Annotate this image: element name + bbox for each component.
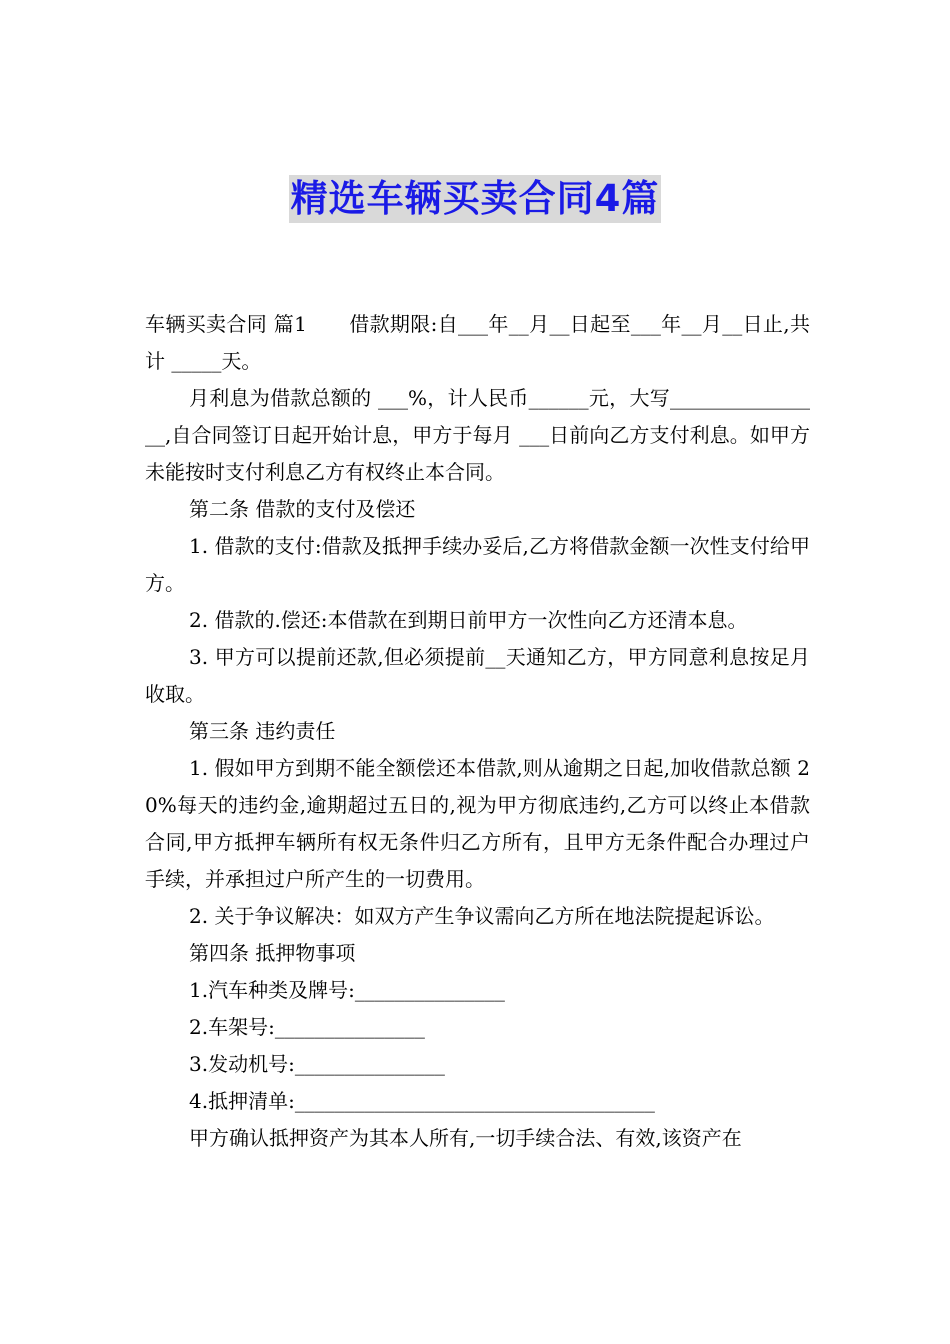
paragraph-4: 1. 借款的支付:借款及抵押手续办妥后,乙方将借款金额一次性支付给甲方。 xyxy=(145,534,810,595)
article-heading-2: 第二条 借款的支付及偿还 xyxy=(189,497,416,521)
document-title: 精选车辆买卖合同4篇 xyxy=(289,175,662,223)
paragraph-15: 甲方确认抵押资产为其本人所有,一切手续合法、有效,该资产在 xyxy=(189,1126,742,1150)
document-body xyxy=(145,306,810,1157)
paragraph-2: 月利息为借款总额的 ___%，计人民币______元，大写________________,自合同签订日起开始计息，甲方于每月 ___日前向乙方支付利息。如甲方未能按时支付利息乙方有权终止本合同。 xyxy=(145,386,810,484)
paragraph-13: 3.发动机号:_______________ xyxy=(189,1052,445,1076)
article-heading-4: 第四条 抵押物事项 xyxy=(189,941,356,965)
paragraph-12: 2.车架号:_______________ xyxy=(189,1015,425,1039)
title-container xyxy=(0,175,950,223)
paragraph-9: 2. 关于争议解决：如双方产生争议需向乙方所在地法院提起诉讼。 xyxy=(189,904,775,928)
paragraph-6: 3. 甲方可以提前还款,但必须提前__天通知乙方，甲方同意利息按足月收取。 xyxy=(145,645,810,706)
section-label: 车辆买卖合同 篇1 xyxy=(145,312,307,336)
paragraph-8: 1. 假如甲方到期不能全额偿还本借款,则从逾期之日起,加收借款总额 20%每天的违约金,逾期超过五日的,视为甲方彻底违约,乙方可以终止本借款合同,甲方抵押车辆所有权无条件归乙方所有，且甲方无条件配合办理过户手续，并承担过户所产生的一切费用。 xyxy=(145,756,810,891)
paragraph-1 xyxy=(145,306,810,380)
article-heading-3: 第三条 违约责任 xyxy=(189,719,336,743)
paragraph-text: 借款期限:自___年__月__日起至___年__月__日止,共计 _____天。 xyxy=(145,312,810,373)
paragraph-14: 4.抵押清单:____________________________________ xyxy=(189,1089,655,1113)
paragraph-5: 2. 借款的.偿还:本借款在到期日前甲方一次性向乙方还清本息。 xyxy=(189,608,748,632)
paragraph-11: 1.汽车种类及牌号:_______________ xyxy=(189,978,505,1002)
